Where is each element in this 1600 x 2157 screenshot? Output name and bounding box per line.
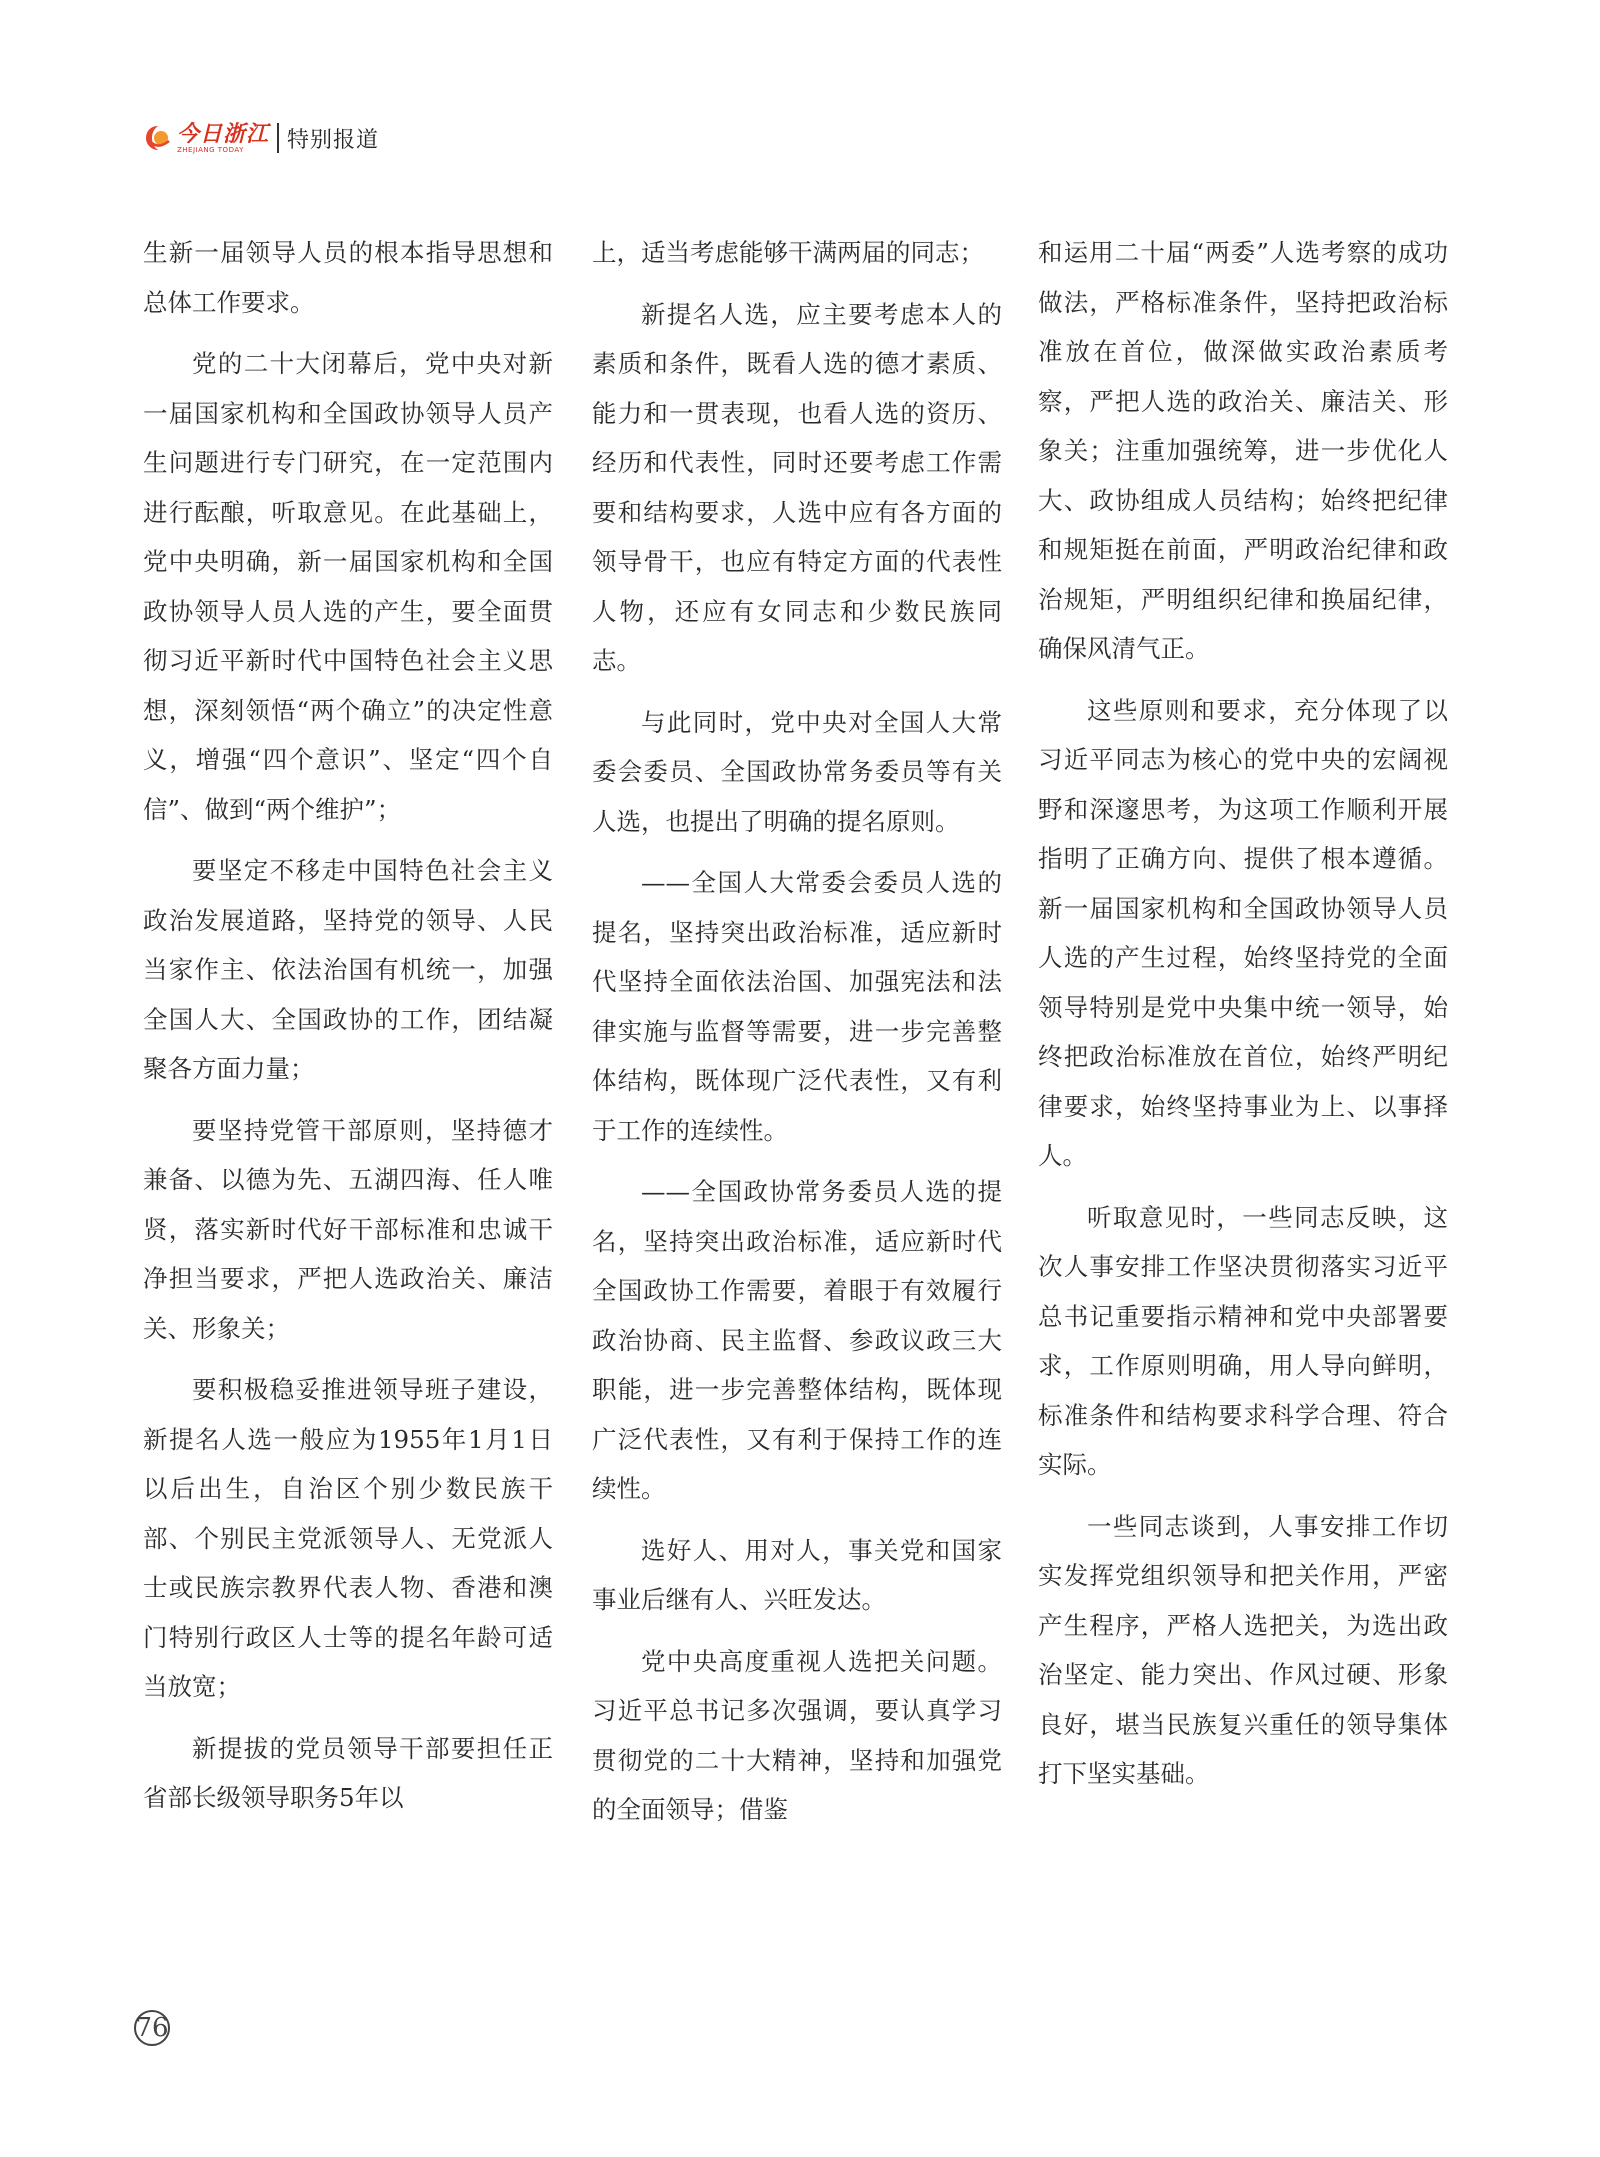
paragraph: 新提拔的党员领导干部要担任正省部长级领导职务5年以 (143, 1733, 553, 1812)
paragraph: ——全国政协常务委员人选的提名，坚持突出政治标准，适应新时代全国政协工作需要，着眼于有效履行政治协商、民主监督、参政议政三大职能，进一步完善整体结构，既体现广泛代表性，又有利于保持工作的连续性。 (592, 1177, 1002, 1503)
sun-logo-icon (143, 123, 173, 153)
section-title: 特别报道 (287, 127, 380, 153)
paragraph: 党中央高度重视人选把关问题。习近平总书记多次强调，要认真学习贯彻党的二十大精神，坚持和加强党的全面领导；借鉴 (592, 1646, 1002, 1824)
text-column-3 (1038, 228, 1448, 1799)
paragraph: 生新一届领导人员的根本指导思想和总体工作要求。 (143, 238, 553, 317)
paragraph: 这些原则和要求，充分体现了以习近平同志为核心的党中央的宏阔视野和深邃思考，为这项工作顺利开展指明了正确方向、提供了根本遵循。新一届国家机构和全国政协领导人员人选的产生过程，始终坚持党的全面领导特别是党中央集中统一领导，始终把政治标准放在首位，始终严明纪律要求，始终坚持事业为上、以事择人。 (1038, 695, 1448, 1170)
paragraph: 一些同志谈到，人事安排工作切实发挥党组织领导和把关作用，严密产生程序，严格人选把关，为选出政治坚定、能力突出、作风过硬、形象良好，堪当民族复兴重任的领导集体打下坚实基础。 (1038, 1511, 1448, 1788)
paragraph: ——全国人大常委会委员人选的提名，坚持突出政治标准，适应新时代坚持全面依法治国、加强宪法和法律实施与监督等需要，进一步完善整体结构，既体现广泛代表性，又有利于工作的连续性。 (592, 868, 1002, 1145)
paragraph: 上，适当考虑能够干满两届的同志； (592, 238, 984, 267)
paragraph: 和运用二十届“两委”人选考察的成功做法，严格标准条件，坚持把政治标准放在首位，做深做实政治素质考察，严把人选的政治关、廉洁关、形象关；注重加强统筹，进一步优化人大、政协组成人员结构；始终把纪律和规矩挺在前面，严明政治纪律和政治规矩，严明组织纪律和换届纪律，确保风清气正。 (1038, 238, 1448, 663)
paragraph: 要坚持党管干部原则，坚持德才兼备、以德为先、五湖四海、任人唯贤，落实新时代好干部标准和忠诚干净担当要求，严把人选政治关、廉洁关、形象关； (143, 1115, 553, 1343)
paragraph: 新提名人选，应主要考虑本人的素质和条件，既看人选的德才素质、能力和一贯表现，也看人选的资历、经历和代表性，同时还要考虑工作需要和结构要求，人选中应有各方面的领导骨干，也应有特定方面的代表性人物，还应有女同志和少数民族同志。 (592, 299, 1002, 675)
zhejiang-today-logo (143, 118, 269, 158)
paragraph: 要积极稳妥推进领导班子建设，新提名人选一般应为1955年1月1日以后出生，自治区个别少数民族干部、个别民主党派领导人、无党派人士或民族宗教界代表人物、香港和澳门特别行政区人士等的提名年龄可适当放宽； (143, 1375, 553, 1701)
page-number: 76 (134, 2010, 170, 2046)
text-column-2 (592, 228, 1002, 1835)
header-divider (277, 123, 279, 153)
logo-chinese-text: 今日浙江 (177, 120, 270, 147)
paragraph: 听取意见时，一些同志反映，这次人事安排工作坚决贯彻落实习近平总书记重要指示精神和党中央部署要求，工作原则明确，用人导向鲜明，标准条件和结构要求科学合理、符合实际。 (1038, 1202, 1448, 1479)
paragraph: 选好人、用对人，事关党和国家事业后继有人、兴旺发达。 (592, 1535, 1002, 1614)
logo-english-text: ZHEJIANG TODAY (177, 145, 244, 154)
paragraph: 党的二十大闭幕后，党中央对新一届国家机构和全国政协领导人员产生问题进行专门研究，在一定范围内进行酝酿，听取意见。在此基础上，党中央明确，新一届国家机构和全国政协领导人员人选的产生，要全面贯彻习近平新时代中国特色社会主义思想，深刻领悟“两个确立”的决定性意义，增强“四个意识”、坚定“四个自信”、做到“两个维护”； (143, 349, 553, 824)
paragraph: 要坚定不移走中国特色社会主义政治发展道路，坚持党的领导、人民当家作主、依法治国有机统一，加强全国人大、全国政协的工作，团结凝聚各方面力量； (143, 856, 553, 1083)
text-column-1 (143, 228, 553, 1823)
paragraph: 与此同时，党中央对全国人大常委会委员、全国政协常务委员等有关人选，也提出了明确的提名原则。 (592, 707, 1002, 836)
page-header (143, 118, 379, 158)
